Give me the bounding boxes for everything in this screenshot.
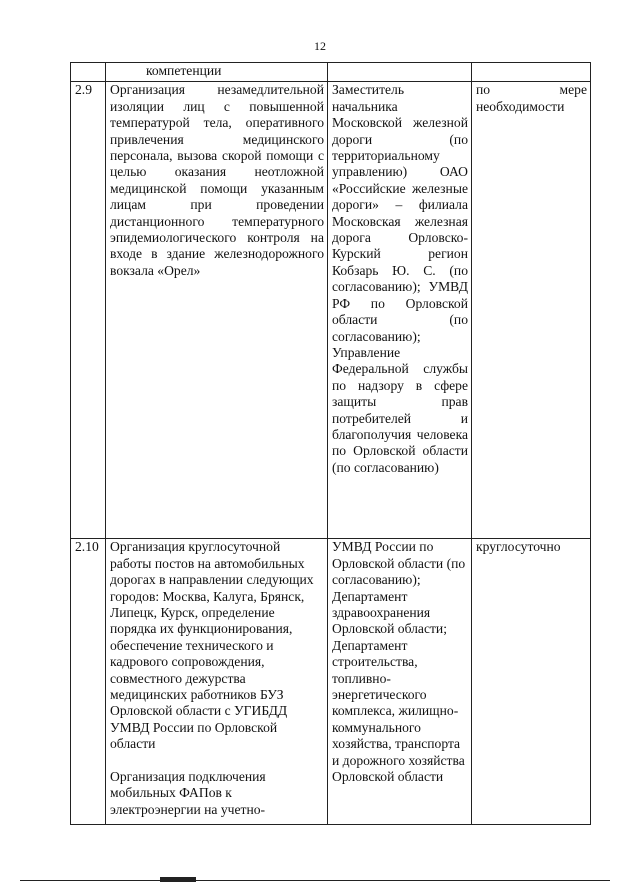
term-text: по мере необходимости <box>472 82 591 539</box>
action-text-2: Организация подключения мобильных ФАПов к электроэнергии на учетно- <box>110 768 266 817</box>
term-text: круглосуточно <box>472 539 591 825</box>
paragraph-gap <box>110 753 324 769</box>
action-text: Организация круглосуточной работы постов на автомобильных дорогах в направлении следующих городов: Москва, Калуга, Брянск, Липецк, Курск, определение порядка их функционирования, обеспечение технического и кадрового сопровождения, совместного дежурства медицинских работников БУЗ Орловской области с УГИБДД УМВД России по Орловской области <box>110 539 314 752</box>
table-row-continuation <box>71 63 591 82</box>
action-cell <box>106 539 328 825</box>
page-number: 12 <box>314 39 326 53</box>
row-number: 2.10 <box>71 539 106 825</box>
table-row <box>71 82 591 539</box>
continuation-text: компетенции <box>146 63 222 78</box>
action-text: Организация незамедлительной изоляции лиц с повышенной температурой тела, оперативного привлечения медицинского персонала, вызова скорой помощи с целью оказания неотложной медицинской помощи указанным лицам при проведении дистанционного температурного эпидемиологического контроля на входе в здание железнодорожного вокзала «Орел» <box>106 82 328 539</box>
responsible-text: Заместитель начальника Московской железной дороги (по территориальному управлению) ОАО «Российские железные дороги» – филиала Московская железная дорога Орловско-Курский регион Кобзарь Ю. С. (по согласованию); УМВД РФ по Орловской области (по согласованию); Управление Федеральной службы по надзору в сфере защиты прав потребителей и благополучия человека по Орловской области (по согласованию) <box>328 82 472 539</box>
cell-num-empty <box>71 63 106 82</box>
row-number: 2.9 <box>71 82 106 539</box>
cell-term-empty <box>472 63 591 82</box>
cell-resp-empty <box>328 63 472 82</box>
table-row <box>71 539 591 825</box>
bottom-rule <box>20 880 610 881</box>
bottom-stamp-mark <box>160 877 196 882</box>
responsible-text: УМВД России по Орловской области (по согласованию); Департамент здравоохранения Орловской области; Департамент строительства, топливно-энергетического комплекса, жилищно-коммунального хозяйства, транспорта и дорожного хозяйства Орловской области <box>328 539 472 825</box>
measures-table <box>70 62 591 825</box>
cell-continuation <box>106 63 328 82</box>
